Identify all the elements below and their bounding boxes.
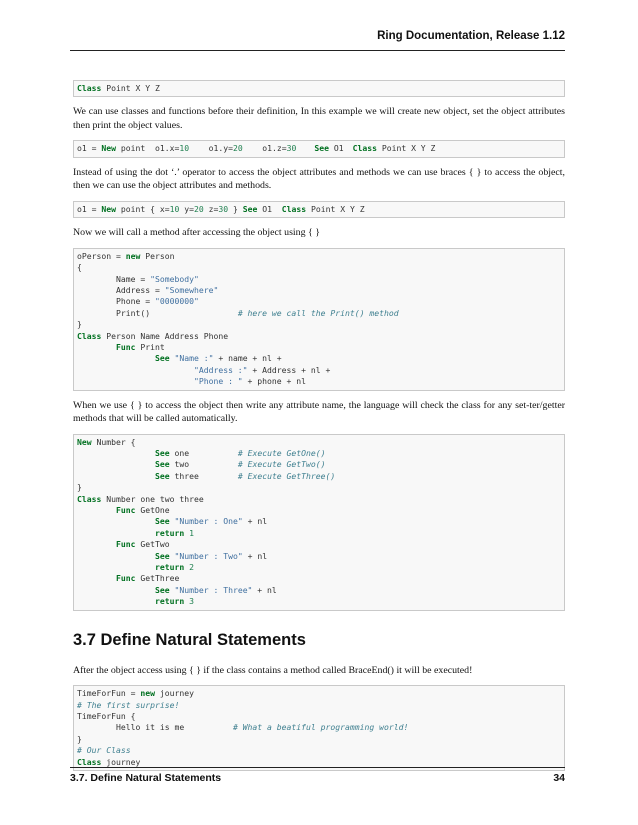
- number: 10: [169, 203, 180, 214]
- code-text: GetTwo: [135, 539, 170, 550]
- running-header: Ring Documentation, Release 1.12: [377, 30, 565, 42]
- number: 20: [232, 143, 243, 154]
- keyword: See: [154, 459, 170, 470]
- string-literal: "Number : Two": [174, 550, 243, 561]
- keyword: Func: [115, 505, 136, 516]
- footer-rule: [70, 767, 565, 768]
- string-literal: "Somewhere": [164, 284, 219, 295]
- code-block-new-point: [73, 140, 565, 157]
- paragraph: Now we will call a method after accessing the object using { }: [73, 227, 320, 239]
- keyword: See: [154, 516, 170, 527]
- keyword: See: [154, 353, 170, 364]
- code-text: o1 =: [77, 203, 102, 214]
- number: 20: [193, 203, 204, 214]
- keyword: Func: [115, 341, 136, 352]
- keyword: Func: [115, 573, 136, 584]
- paragraph: When we use { } to access the object then write any attribute name, the language will check the class for any set-ter/getter methods that will be called automatically.: [73, 399, 565, 425]
- code-text: Point X Y Z: [101, 83, 160, 93]
- code-text: journey: [154, 688, 194, 699]
- code-text: Number {: [91, 436, 136, 447]
- code-text: Phone =: [77, 296, 155, 307]
- keyword: return: [154, 596, 185, 607]
- code-text: Number one two three: [101, 493, 204, 504]
- running-footer: [70, 772, 565, 784]
- code-block-class-point: [73, 80, 565, 97]
- footer-section: 3.7. Define Natural Statements: [70, 772, 222, 784]
- number: 30: [218, 203, 229, 214]
- string-literal: "Phone : ": [193, 376, 243, 387]
- number: 10: [179, 143, 190, 154]
- page-number: 34: [553, 772, 565, 784]
- code-comment: # The first surprise!: [77, 699, 180, 710]
- code-text: Person Name Address Phone: [101, 330, 229, 341]
- keyword: See: [154, 448, 170, 458]
- code-text: Point X Y Z: [376, 143, 436, 154]
- code-text: }: [77, 319, 82, 330]
- number: 1: [189, 527, 194, 538]
- paragraph: We can use classes and functions before their definition, In this example we will create new object, set the object attributes then print the object values.: [73, 106, 565, 131]
- code-comment: # here we call the Print() method: [237, 307, 399, 318]
- code-text: Hello it is me: [77, 722, 185, 733]
- string-literal: "Number : Three": [174, 584, 253, 595]
- code-text: oPerson =: [77, 250, 126, 261]
- keyword: new: [140, 688, 155, 699]
- keyword: Func: [115, 539, 136, 550]
- code-comment: # Execute GetTwo(): [237, 459, 326, 470]
- keyword: See: [154, 584, 170, 595]
- keyword: New: [101, 203, 116, 214]
- keyword: Class: [77, 83, 102, 93]
- code-text: o1.y=: [189, 143, 233, 154]
- code-text: }: [228, 203, 243, 214]
- code-text: + Address + nl +: [247, 364, 331, 375]
- code-text: two: [169, 459, 190, 470]
- keyword: Class: [281, 203, 307, 214]
- code-text: GetThree: [135, 573, 180, 584]
- keyword: return: [154, 527, 185, 538]
- string-literal: "Number : One": [174, 516, 243, 527]
- code-text: O1: [328, 143, 344, 154]
- code-text: + nl: [252, 584, 277, 595]
- code-text: o1.z=: [242, 143, 287, 154]
- code-text: {: [77, 262, 82, 273]
- code-block-journey: [73, 685, 565, 771]
- code-text: TimeForFun =: [77, 688, 141, 699]
- keyword: New: [77, 436, 92, 447]
- code-comment: # Execute GetThree(): [237, 470, 336, 481]
- code-text: Point X Y Z: [306, 203, 365, 214]
- number: 30: [286, 143, 297, 154]
- code-text: Print: [135, 341, 165, 352]
- code-text: + nl: [242, 550, 268, 561]
- keyword: return: [154, 562, 185, 573]
- string-literal: "Name :": [174, 353, 214, 364]
- code-text: }: [77, 482, 82, 493]
- keyword: Class: [77, 330, 102, 341]
- code-text: o1 =: [77, 143, 102, 154]
- code-block-number: [73, 434, 565, 611]
- keyword: Class: [77, 493, 102, 504]
- keyword: See: [154, 470, 170, 481]
- section-heading: 3.7 Define Natural Statements: [73, 630, 306, 649]
- code-text: + nl: [242, 516, 268, 527]
- keyword: New: [101, 143, 116, 154]
- code-text: }: [77, 733, 82, 744]
- code-text: point { x=: [116, 203, 170, 214]
- code-text: z=: [203, 203, 219, 214]
- string-literal: "Somebody": [150, 273, 199, 284]
- code-text: Address =: [77, 284, 165, 295]
- number: 3: [189, 596, 194, 607]
- code-text: journey: [101, 756, 141, 767]
- code-text: GetOne: [135, 505, 170, 516]
- code-text: O1: [257, 203, 282, 214]
- keyword: See: [242, 203, 258, 214]
- string-literal: "Address :": [193, 364, 248, 375]
- keyword: Class: [352, 143, 377, 154]
- paragraph: Instead of using the dot ‘.’ operator to access the object attributes and methods we can use braces { } to access the object, then we can use the object attributes and methods.: [73, 166, 565, 192]
- code-comment: # Execute GetOne(): [237, 448, 326, 458]
- code-text: Person: [140, 250, 175, 261]
- code-text: [77, 365, 194, 375]
- code-text: y=: [179, 203, 194, 214]
- keyword: See: [154, 550, 170, 561]
- code-block-braces: [73, 201, 565, 218]
- keyword: Class: [77, 756, 102, 767]
- code-text: + phone + nl: [242, 376, 307, 387]
- code-text: Print(): [77, 307, 151, 318]
- number: 2: [189, 562, 194, 573]
- code-text: [77, 376, 194, 386]
- code-text: [77, 342, 116, 352]
- keyword: See: [314, 143, 329, 154]
- code-comment: # What a beatiful programming world!: [232, 722, 409, 733]
- code-text: Name =: [77, 273, 151, 284]
- code-text: [77, 353, 155, 363]
- string-literal: "0000000": [154, 296, 199, 307]
- code-text: one: [169, 448, 190, 458]
- code-text: three: [169, 470, 199, 481]
- code-text: + name + nl +: [213, 353, 282, 364]
- code-comment: # Our Class: [77, 745, 131, 756]
- code-text: TimeForFun {: [77, 711, 136, 721]
- keyword: new: [125, 250, 141, 261]
- code-text: point o1.x=: [116, 143, 180, 154]
- code-block-person: [73, 248, 565, 391]
- header-rule: [70, 50, 565, 51]
- paragraph: After the object access using { } if the class contains a method called BraceEnd() it will be executed!: [73, 664, 473, 676]
- page-content: [73, 80, 565, 771]
